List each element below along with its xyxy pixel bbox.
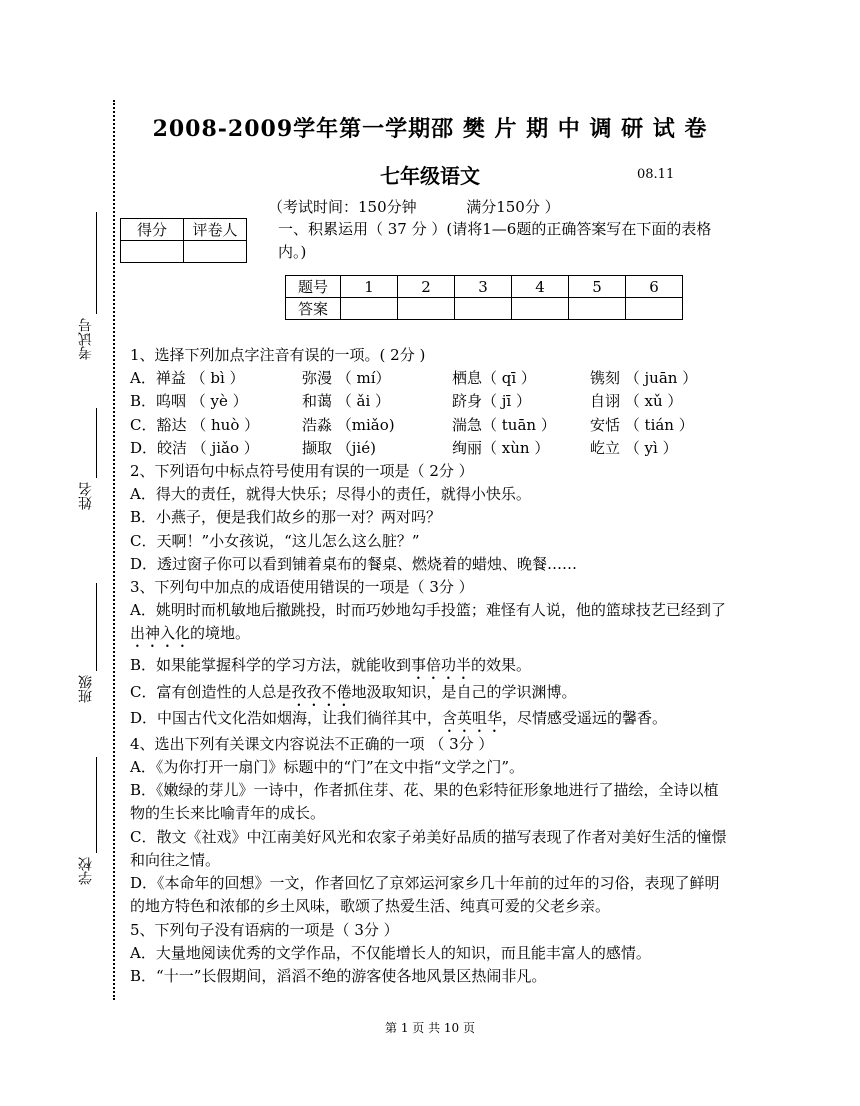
q3-d-idiom: 含英咀华: [442, 708, 503, 727]
q3-option-c: [130, 681, 730, 704]
score-box: [120, 218, 247, 263]
q1-option: D．皎洁 （ jiǎo ）: [130, 438, 259, 457]
exam-subtitle: 七年级语文: [380, 164, 480, 188]
q5-option-b: B．“十一”长假期间，滔滔不绝的游客使各地风景区热闹非凡。: [130, 966, 547, 985]
q3-b-idiom: 事倍功半: [411, 656, 472, 675]
q1-row-d: [130, 437, 730, 460]
q3-b-text-end: 的效果。: [471, 656, 532, 675]
side-label-class: 班级: [78, 675, 94, 703]
q1-option: B．呜咽 （ yè ）: [130, 392, 248, 411]
q1-option: 绚丽（ xùn ）: [452, 438, 550, 457]
answer-table: [285, 275, 683, 320]
grader-label: 评卷人: [184, 219, 247, 241]
q3-option-d: [130, 707, 730, 730]
q2-stem: 2、下列语句中标点符号使用有误的一项是（ 2分 ）: [130, 462, 474, 480]
q3-d-text-end: ，尽情感受遥远的馨香。: [502, 708, 668, 727]
q2-option-d: D．透过窗子你可以看到铺着桌布的餐桌、燃烧着的蜡烛、晚餐……: [130, 554, 578, 573]
side-fill-line-name: [96, 408, 97, 478]
answer-cell[interactable]: [455, 298, 512, 320]
q3-c-text-end: 地汲取知识，是自己的学识渊博。: [351, 682, 577, 701]
q3-a-idiom: 出神入化: [130, 624, 191, 643]
side-fill-line-class: [96, 583, 97, 671]
q1-option: 屹立 （ yì ）: [590, 438, 678, 457]
exam-info: [268, 196, 560, 217]
answer-cell[interactable]: [569, 298, 626, 320]
q3-stem: 3、下列句中加点的成语使用错误的一项是（ 3分 ）: [130, 577, 474, 596]
q2-option-c: C．天啊！”小女孩说，“这儿怎么这么脏？”: [130, 531, 420, 550]
answer-table-number: 6: [626, 276, 683, 298]
questions: [130, 344, 730, 988]
side-fill-line-exam-no: [96, 212, 97, 314]
q2-option-b: B．小燕子，便是我们故乡的那一对？两对吗？: [130, 508, 442, 527]
q1-option: 弥漫 （ mí）: [302, 369, 391, 388]
exam-date: 08.11: [637, 167, 675, 182]
q1-option: 自诩 （ xǔ ）: [590, 392, 683, 411]
q1-option: 镌刻 （ juān ）: [590, 369, 698, 388]
q4-option-b: B．《嫩绿的芽儿》一诗中，作者抓住芽、花、果的色彩特征形象地进行了描绘，全诗以植物的生长来比喻青年的成长。: [130, 781, 719, 823]
side-label-name: 姓名: [78, 482, 94, 510]
q1-stem: 1、选择下列加点字注音有误的一项。( 2分 ): [130, 346, 426, 364]
q1-row-c: [130, 414, 730, 437]
q1-option: A．禅益 （ bì ）: [130, 369, 245, 388]
q3-a-text-end: 的境地。: [190, 624, 251, 643]
section1-heading: 一、积累运用（ 37 分 ）(请将1—6题的正确答案写在下面的表格内。): [278, 220, 712, 261]
q1-option: 浩淼 （miǎo): [302, 415, 395, 434]
q3-c-text: C．富有创造性的人总是: [130, 682, 292, 701]
answer-table-number: 3: [455, 276, 512, 298]
page-footer: 第 1 页 共 10 页: [385, 1021, 475, 1035]
side-label-school: 学校: [78, 857, 94, 885]
grader-cell[interactable]: [184, 241, 247, 263]
answer-table-no-label: 题号: [286, 276, 341, 298]
answer-cell[interactable]: [398, 298, 455, 320]
q5-option-a: A．大量地阅读优秀的文学作品，不仅能增长人的知识，而且能丰富人的感情。: [130, 943, 651, 962]
binding-dotted-line: [113, 100, 115, 1000]
q1-option: 安恬 （ tián ）: [590, 415, 694, 434]
side-fill-line-school: [96, 757, 97, 853]
q2-option-a: A．得大的责任，就得大快乐；尽得小的责任，就得小快乐。: [130, 485, 531, 504]
side-label-exam-no: 考试号: [78, 318, 94, 360]
q1-option: 撷取 （jié): [302, 438, 376, 457]
exam-full-score: 满分150分 ）: [466, 198, 560, 216]
q1-option: 和蔼 （ ǎi ）: [302, 392, 391, 411]
q1-row-b: [130, 390, 730, 413]
q3-d-text: D．中国古代文化浩如烟海，让我们徜徉其中，: [130, 708, 443, 727]
q3-b-text: B．如果能掌握科学的学习方法，就能收到: [130, 656, 412, 675]
q4-option-c: C．散文《社戏》中江南美好风光和农家子弟美好品质的描写表现了作者对美好生活的憧憬和向往之情。: [130, 827, 727, 869]
score-label: 得分: [121, 219, 184, 241]
answer-table-answer-label: 答案: [286, 298, 341, 320]
answer-table-number: 5: [569, 276, 626, 298]
q5-stem: 5、下列句子没有语病的一项是（ 3分 ）: [130, 920, 399, 939]
q1-option: C．豁达 （ huò ）: [130, 415, 260, 434]
score-cell[interactable]: [121, 241, 184, 263]
answer-cell[interactable]: [626, 298, 683, 320]
q3-c-idiom: 孜孜不倦: [291, 682, 352, 701]
q1-option: 湍急（ tuān ）: [452, 415, 556, 434]
answer-table-number: 1: [341, 276, 398, 298]
q3-a-text: A．姚明时而机敏地后撤跳投，时而巧妙地勾手投篮；难怪有人说，他的篮球技艺已经到了: [130, 601, 726, 620]
q4-option-a: A．《为你打开一扇门》标题中的“门”在文中指“文学之门”。: [130, 758, 525, 777]
answer-cell[interactable]: [341, 298, 398, 320]
q3-option-a: [130, 599, 730, 651]
q1-row-a: [130, 367, 730, 390]
q1-option: 跻身（ jī ）: [452, 392, 531, 411]
q4-option-d: D．《本命年的回想》一文，作者回忆了京郊运河家乡几十年前的过年的习俗，表现了鲜明的地方特色和浓郁的乡土风味，歌颂了热爱生活、纯真可爱的父老乡亲。: [130, 874, 720, 916]
exam-time: （考试时间：150分钟: [268, 198, 417, 216]
q4-stem: 4、选出下列有关课文内容说法不正确的一项 （ 3分 ）: [130, 734, 494, 753]
answer-cell[interactable]: [512, 298, 569, 320]
answer-table-number: 4: [512, 276, 569, 298]
q1-option: 栖息（ qī ）: [452, 369, 536, 388]
q3-option-b: [130, 654, 730, 677]
exam-title: 2008-2009学年第一学期邵 樊 片 期 中 调 研 试 卷: [152, 116, 708, 142]
answer-table-number: 2: [398, 276, 455, 298]
